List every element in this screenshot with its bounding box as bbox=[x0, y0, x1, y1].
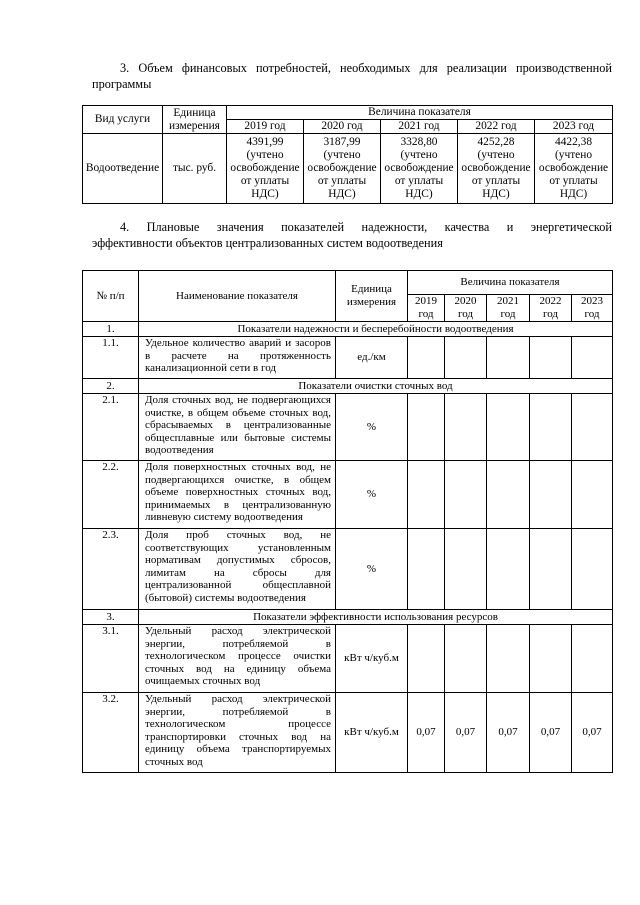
header-unit: Единица измерения bbox=[336, 271, 408, 322]
row-3-1-v2022 bbox=[530, 625, 572, 693]
row-3-1-num: 3.1. bbox=[83, 625, 139, 693]
row-2-1-v2019 bbox=[408, 394, 445, 461]
row-1-1-unit: ед./км bbox=[336, 337, 408, 379]
value-2019: 4391,99 (учтено освобождение от уплаты НДС) bbox=[227, 134, 304, 204]
row-2-1-num: 2.1. bbox=[83, 394, 139, 461]
indicators-table bbox=[82, 270, 613, 773]
row-2-1-v2022 bbox=[530, 394, 572, 461]
row-2-3-v2022 bbox=[530, 529, 572, 610]
financial-needs-table bbox=[82, 105, 613, 204]
header-service: Вид услуги bbox=[83, 106, 163, 134]
section-2-num: 2. bbox=[83, 379, 139, 394]
row-service: Водоотведение bbox=[83, 134, 163, 204]
row-3-1-v2023 bbox=[572, 625, 613, 693]
row-2-2-num: 2.2. bbox=[83, 461, 139, 529]
row-2-1-v2020 bbox=[445, 394, 487, 461]
section-1-num: 1. bbox=[83, 322, 139, 337]
year-2021: 2021 год bbox=[487, 295, 530, 322]
row-2-2-v2022 bbox=[530, 461, 572, 529]
row-2-3-unit: % bbox=[336, 529, 408, 610]
row-3-2-v2023: 0,07 bbox=[572, 693, 613, 773]
row-3-1-unit: кВт ч/куб.м bbox=[336, 625, 408, 693]
row-3-2-unit: кВт ч/куб.м bbox=[336, 693, 408, 773]
header-value: Величина показателя bbox=[227, 106, 613, 120]
row-2-1-v2023 bbox=[572, 394, 613, 461]
header-name: Наименование показателя bbox=[139, 271, 336, 322]
row-2-1-unit: % bbox=[336, 394, 408, 461]
section-4-heading bbox=[92, 219, 612, 251]
section-3-title: Показатели эффективности использования ресурсов bbox=[139, 610, 613, 625]
row-2-3-v2020 bbox=[445, 529, 487, 610]
row-1-1-v2023 bbox=[572, 337, 613, 379]
row-2-2-v2023 bbox=[572, 461, 613, 529]
row-1-1-v2021 bbox=[487, 337, 530, 379]
row-2-1-name: Доля сточных вод, не подвергающихся очистке, в общем объеме сточных вод, сбрасываемых в централизованные общесплавные или бытовые системы водоотведения bbox=[139, 394, 336, 461]
row-1-1-v2019 bbox=[408, 337, 445, 379]
year-2019: 2019 год bbox=[408, 295, 445, 322]
value-2021: 3328,80 (учтено освобождение от уплаты НДС) bbox=[381, 134, 458, 204]
row-3-2-num: 3.2. bbox=[83, 693, 139, 773]
row-2-2-v2021 bbox=[487, 461, 530, 529]
row-3-2-v2020: 0,07 bbox=[445, 693, 487, 773]
row-2-2-unit: % bbox=[336, 461, 408, 529]
year-2022: 2022 год bbox=[458, 120, 535, 134]
row-2-3-v2023 bbox=[572, 529, 613, 610]
row-1-1-v2020 bbox=[445, 337, 487, 379]
row-1-1-v2022 bbox=[530, 337, 572, 379]
year-2022: 2022 год bbox=[530, 295, 572, 322]
value-2022: 4252,28 (учтено освобождение от уплаты НДС) bbox=[458, 134, 535, 204]
row-2-2-name: Доля поверхностных сточных вод, не подвергающихся очистке, в общем объеме поверхностных сточных вод, принимаемых в централизованную ливневую систему водоотведения bbox=[139, 461, 336, 529]
row-3-1-name: Удельный расход электрической энергии, потребляемой в технологическом процессе очистки сточных вод на единицу объема очищаемых сточных вод bbox=[139, 625, 336, 693]
year-2023: 2023 год bbox=[572, 295, 613, 322]
section-3-line-2: программы bbox=[92, 77, 152, 91]
row-3-1-v2019 bbox=[408, 625, 445, 693]
section-2-title: Показатели очистки сточных вод bbox=[139, 379, 613, 394]
row-3-2-v2022: 0,07 bbox=[530, 693, 572, 773]
row-3-2-name: Удельный расход электрической энергии, потребляемой в технологическом процессе транспортировки сточных вод на единицу объема транспортируемых сточных вод bbox=[139, 693, 336, 773]
year-2023: 2023 год bbox=[535, 120, 613, 134]
year-2019: 2019 год bbox=[227, 120, 304, 134]
year-2020: 2020 год bbox=[445, 295, 487, 322]
section-4-line-1: 4. Плановые значения показателей надежности, качества и энергетической bbox=[120, 220, 612, 234]
row-2-1-v2021 bbox=[487, 394, 530, 461]
row-2-3-name: Доля проб сточных вод, не соответствующих установленным нормативам допустимых сбросов, лимитам на сбросы для централизованной общесплавной (бытовой) системы водоотведения bbox=[139, 529, 336, 610]
row-1-1-name: Удельное количество аварий и засоров в расчете на протяженность канализационной сети в год bbox=[139, 337, 336, 379]
section-3-num: 3. bbox=[83, 610, 139, 625]
row-3-1-v2020 bbox=[445, 625, 487, 693]
row-2-3-num: 2.3. bbox=[83, 529, 139, 610]
section-1-title: Показатели надежности и бесперебойности водоотведения bbox=[139, 322, 613, 337]
row-2-3-v2021 bbox=[487, 529, 530, 610]
section-3-heading bbox=[92, 60, 612, 92]
row-3-2-v2021: 0,07 bbox=[487, 693, 530, 773]
header-value: Величина показателя bbox=[408, 271, 613, 295]
row-2-2-v2019 bbox=[408, 461, 445, 529]
header-num: № п/п bbox=[83, 271, 139, 322]
year-2020: 2020 год bbox=[304, 120, 381, 134]
year-2021: 2021 год bbox=[381, 120, 458, 134]
row-3-1-v2021 bbox=[487, 625, 530, 693]
section-3-line-1: 3. Объем финансовых потребностей, необходимых для реализации производственной bbox=[120, 61, 612, 75]
row-unit: тыс. руб. bbox=[163, 134, 227, 204]
value-2023: 4422,38 (учтено освобождение от уплаты НДС) bbox=[535, 134, 613, 204]
row-3-2-v2019: 0,07 bbox=[408, 693, 445, 773]
header-unit: Единица измерения bbox=[163, 106, 227, 134]
row-1-1-num: 1.1. bbox=[83, 337, 139, 379]
section-4-line-2: эффективности объектов централизованных систем водоотведения bbox=[92, 236, 443, 250]
row-2-2-v2020 bbox=[445, 461, 487, 529]
value-2020: 3187,99 (учтено освобождение от уплаты НДС) bbox=[304, 134, 381, 204]
row-2-3-v2019 bbox=[408, 529, 445, 610]
